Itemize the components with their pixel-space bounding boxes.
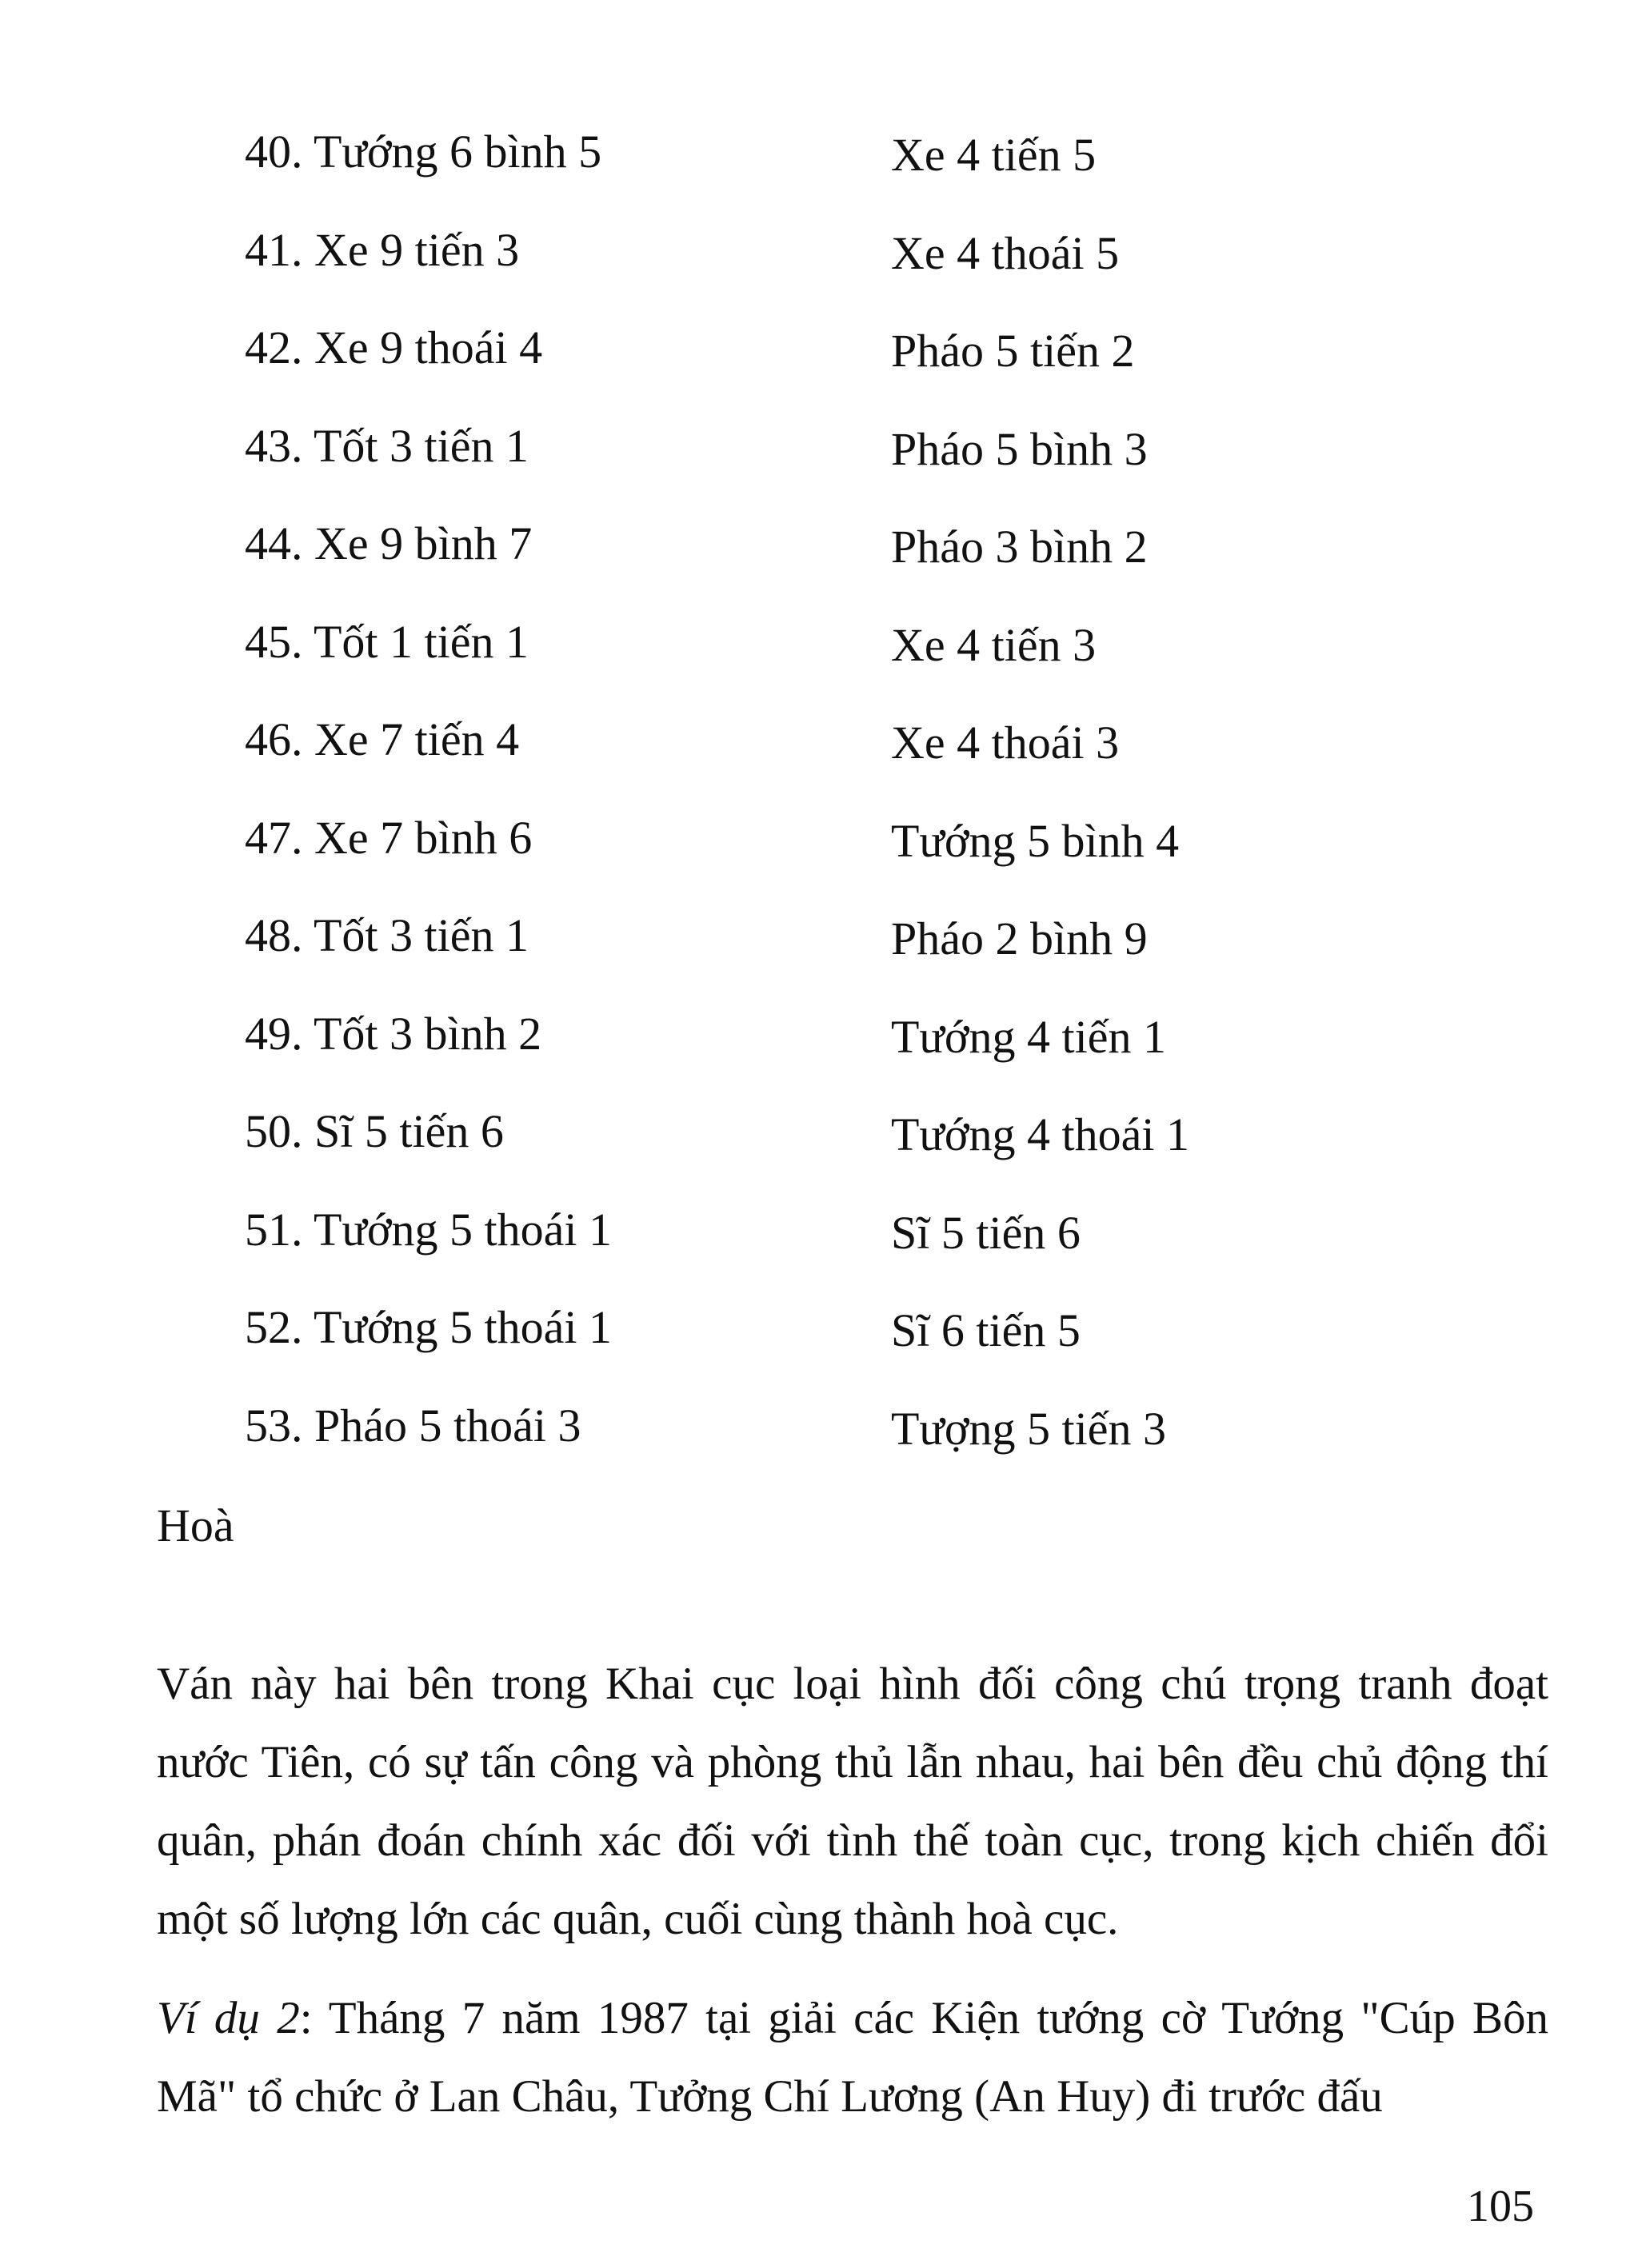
move-black: Sĩ 6 tiến 5 — [891, 1304, 1081, 1356]
commentary-paragraph: Ván này hai bên trong Khai cục loại hình đối công chú trọng tranh đoạt nước Tiên, có sự tấn công và phòng thủ lẫn nhau, hai bên đều chủ động thí quân, phán đoán chính xác đối với tình thế toàn cục, trong kịch chiến đổi một số lượng lớn các quân, cuối cùng thành hoà cục. — [157, 1659, 1548, 1944]
example-label: Ví dụ 2 — [157, 1993, 300, 2043]
move-black: Pháo 5 tiến 2 — [891, 325, 1135, 377]
move-row — [245, 1198, 1284, 1296]
example-text: : Tháng 7 năm 1987 tại giải các Kiện tướng cờ Tướng "Cúp Bôn Mã" tổ chức ở Lan Châu, Tưởng Chí Lương (An Huy) đi trước đấu — [157, 1993, 1548, 2122]
move-black: Tướng 5 bình 4 — [891, 814, 1180, 867]
move-row — [245, 806, 1284, 904]
move-black: Xe 4 tiến 3 — [891, 618, 1097, 671]
example-paragraph — [157, 1979, 1548, 2136]
move-black: Xe 4 thoái 5 — [891, 226, 1120, 279]
move-row — [245, 1394, 1284, 1492]
move-red: 44. Xe 9 bình 7 — [245, 517, 533, 569]
move-black: Tượng 5 tiến 3 — [891, 1402, 1167, 1455]
move-red: 49. Tốt 3 bình 2 — [245, 1007, 542, 1060]
move-row — [245, 316, 1284, 414]
move-red: 42. Xe 9 thoái 4 — [245, 321, 543, 373]
move-red: 41. Xe 9 tiến 3 — [245, 223, 520, 276]
move-red: 50. Sĩ 5 tiến 6 — [245, 1105, 504, 1157]
move-black: Xe 4 thoái 3 — [891, 717, 1120, 769]
move-row — [245, 414, 1284, 513]
move-red: 46. Xe 7 tiến 4 — [245, 713, 520, 765]
move-row — [245, 1002, 1284, 1100]
move-row — [245, 512, 1284, 610]
move-row — [245, 1100, 1284, 1198]
move-red: 53. Pháo 5 thoái 3 — [245, 1399, 581, 1451]
move-row — [245, 708, 1284, 806]
move-red: 40. Tướng 6 bình 5 — [245, 126, 602, 178]
move-red: 48. Tốt 3 tiến 1 — [245, 909, 529, 961]
move-black: Sĩ 5 tiến 6 — [891, 1206, 1081, 1259]
move-row — [245, 1296, 1284, 1394]
move-row — [245, 610, 1284, 709]
move-row — [245, 120, 1284, 218]
page-number: 105 — [1467, 2182, 1534, 2231]
move-row — [245, 218, 1284, 317]
game-result: Hoà — [157, 1499, 234, 1551]
move-red: 52. Tướng 5 thoái 1 — [245, 1301, 612, 1353]
move-black: Tướng 4 tiến 1 — [891, 1010, 1167, 1063]
move-black: Tướng 4 thoái 1 — [891, 1108, 1190, 1160]
move-list — [245, 120, 1284, 1491]
move-black: Xe 4 tiến 5 — [891, 129, 1097, 181]
move-red: 43. Tốt 3 tiến 1 — [245, 419, 529, 472]
move-black: Pháo 5 bình 3 — [891, 422, 1148, 475]
move-row — [245, 904, 1284, 1002]
move-black: Pháo 2 bình 9 — [891, 912, 1148, 964]
move-red: 51. Tướng 5 thoái 1 — [245, 1203, 612, 1256]
move-red: 47. Xe 7 bình 6 — [245, 811, 533, 864]
move-black: Pháo 3 bình 2 — [891, 521, 1148, 573]
move-red: 45. Tốt 1 tiến 1 — [245, 615, 529, 668]
